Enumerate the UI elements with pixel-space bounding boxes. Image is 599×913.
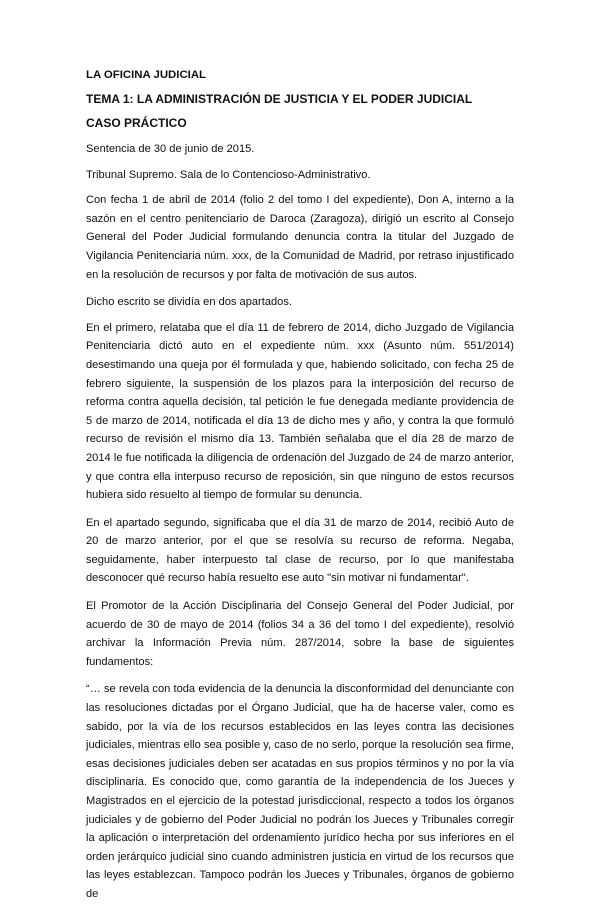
paragraph-promoter: El Promotor de la Acción Disciplinaria del Consejo General del Poder Judicial, por acuerdo de 30 de mayo de 2014 (folios 34 a 36 del tomo I del expediente), resolvió archivar la Información Previa núm. 287/2014, sobre la base de siguientes fundamentos: [86,600,514,668]
paragraph-sections: Dicho escrito se dividía en dos apartados. [86,296,292,309]
paragraph-ruling-date: Sentencia de 30 de junio de 2015. [86,143,255,155]
paragraph-quotation: “… se revela con toda evidencia de la denuncia la disconformidad del denunciante con las resoluciones dictadas por el Órgano Judicial, que ha de hacerse valer, como es sabido, por la vía de los recursos establecidos en las leyes contra las decisiones judiciales, mientras ello sea posible y, caso de no serlo, porque la resolución sea firme, esas decisiones judiciales deben ser acatadas en sus propios términos y no por la vía disciplinaria. Es conocido que, como garantía de la independencia de los Jueces y Magistrados en el ejercicio de la potestad jurisdiccional, respecto a todos los órganos judiciales y de gobierno del Poder Judicial no podrán los Jueces y Tribunales corregir la aplicación o interpretación del ordenamiento jurídico hecha por sus inferiores en el orden jerárquico judicial sino cuando administren justicia en virtud de los recursos que las leyes establezcan. Tampoco podrán los Jueces y Tribunales, órganos de gobierno de [86,683,514,900]
paragraph-complaint: Con fecha 1 de abril de 2014 (folio 2 del tomo I del expediente), Don A, interno a la sazón en el centro penitenciario de Daroca (Zaragoza), dirigió un escrito al Consejo General del Poder Judicial formulando denuncia contra la titular del Juzgado de Vigilancia Penitenciaria núm. xxx, de la Comunidad de Madrid, por retraso injustificado en la resolución de recursos y por falta de motivación de sus autos. [86,194,514,281]
paragraph-first-section: En el primero, relataba que el día 11 de febrero de 2014, dicho Juzgado de Vigilancia Penitenciaria dictó auto en el expediente núm. xxx (Asunto núm. 551/2014) desestimando una queja por él formulada y que, habiendo solicitado, con fecha 25 de febrero siguiente, la suspensión de los plazos para la interposición del recurso de reforma contra aquella decisión, tal petición le fue denegada mediante providencia de 5 de marzo de 2014, notificada el día 13 de dicho mes y año, y contra la que formuló recurso de revisión el mismo día 13. También señalaba que el día 28 de marzo de 2014 le fue notificada la diligencia de ordenación del Juzgado de 24 de marzo anterior, y que contra ella interpuso recurso de reposición, sin que ninguno de estos recursos hubiera sido resuelto al tiempo de formular su denuncia. [86,321,514,502]
topic-heading: TEMA 1: LA ADMINISTRACIÓN DE JUSTICIA Y EL PODER JUDICIAL [86,92,473,106]
paragraph-second-section: En el apartado segundo, significaba que el día 31 de marzo de 2014, recibió Auto de 20 de marzo anterior, por el que se resolvía su recurso de reforma. Negaba, seguidamente, haber interpuesto tal clase de recurso, por lo que manifestaba desconocer qué recurso había resuelto ese auto "sin motivar ni fundamentar". [86,516,514,585]
document-title: LA OFICINA JUDICIAL [86,69,207,81]
case-heading: CASO PRÁCTICO [86,116,187,130]
document-page [86,68,514,913]
paragraph-court: Tribunal Supremo. Sala de lo Contencioso-Administrativo. [86,168,371,181]
